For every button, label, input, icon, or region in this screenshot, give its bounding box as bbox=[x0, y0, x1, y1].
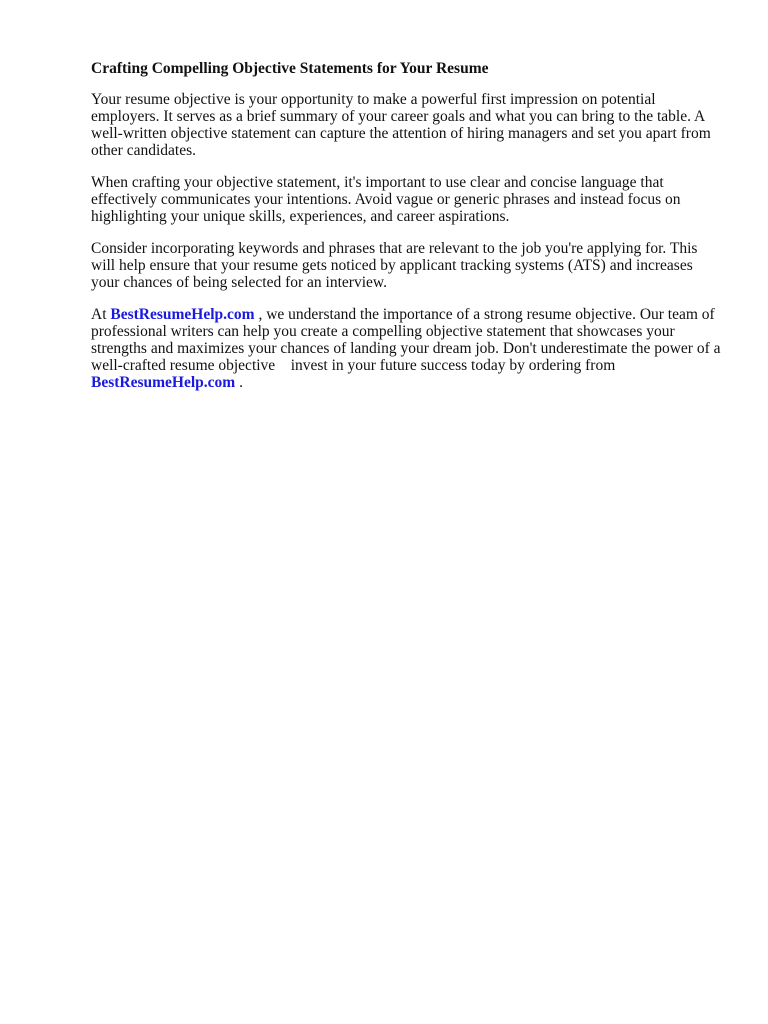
document-title: Crafting Compelling Objective Statements for Your Resume bbox=[91, 60, 489, 77]
paragraph-intro: Your resume objective is your opportunity to make a powerful first impression on potential employers. It serves as a brief summary of your career goals and what you can bring to the table. A well-written objective statement can capture the attention of hiring managers and set you apart from other candidates. bbox=[91, 91, 711, 159]
closing-after-gap: invest in your future success today by ordering from bbox=[290, 357, 616, 374]
closing-prefix: At bbox=[91, 306, 111, 323]
closing-middle: , we understand the importance of a strong resume objective. Our team of professional writers can help you create a compelling objective statement that showcases your strengths and maximizes your chances of landing your dream job. Don't underestimate the power of a well-crafted resume objective bbox=[91, 306, 721, 374]
bestresumehelp-link-2[interactable]: BestResumeHelp.com bbox=[91, 374, 236, 391]
closing-gap bbox=[275, 357, 291, 374]
paragraph-language: When crafting your objective statement, it's important to use clear and concise language that effectively communicates your intentions. Avoid vague or generic phrases and instead focus on highlighting your unique skills, experiences, and career aspirations. bbox=[91, 174, 681, 225]
bestresumehelp-link-1[interactable]: BestResumeHelp.com bbox=[110, 306, 255, 323]
document-page bbox=[91, 60, 723, 406]
paragraph-keywords: Consider incorporating keywords and phrases that are relevant to the job you're applying for. This will help ensure that your resume gets noticed by applicant tracking systems (ATS) and increases your chances of being selected for an interview. bbox=[91, 240, 698, 291]
paragraph-closing bbox=[91, 306, 723, 391]
closing-suffix: . bbox=[235, 374, 243, 391]
